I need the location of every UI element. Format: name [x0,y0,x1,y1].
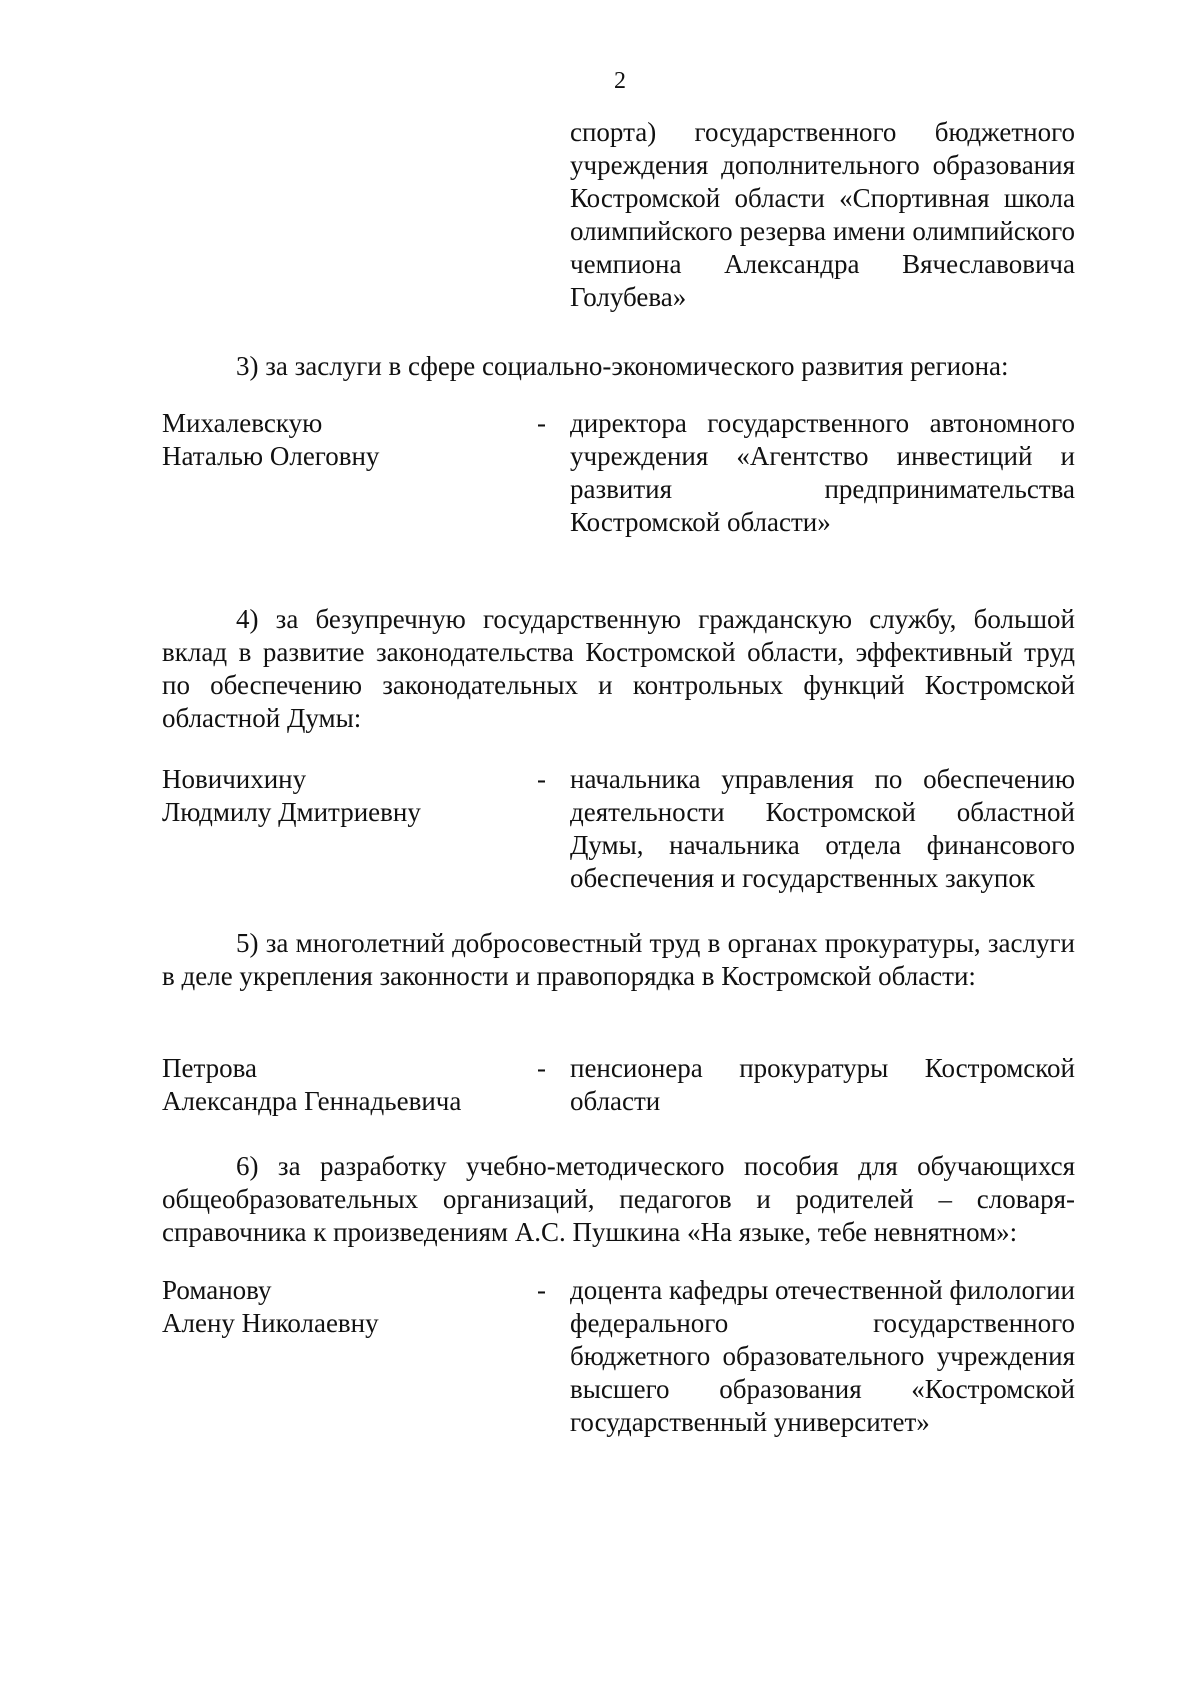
awardee-surname: Петрова [162,1053,257,1083]
entry-dash: - [537,764,546,794]
awardee-name [162,407,522,473]
entry-dash: - [537,408,546,438]
awardee-position: пенсионера прокуратуры Костромской области [570,1053,1075,1116]
section-5-heading: 5) за многолетний добросовестный труд в органах прокуратуры, заслуги в деле укрепления законности и правопорядка в Костромской области: [162,928,1075,991]
entry-dash: - [537,1053,546,1083]
continuation-text: спорта) государственного бюджетного учреждения дополнительного образования Костромской области «Спортивная школа олимпийского резерва имени олимпийского чемпиона Александра Вячеславовича Голубева» [570,117,1075,312]
awardee-given-names: Людмилу Дмитриевну [162,797,421,827]
awardee-name [162,763,522,829]
section-3-heading: 3) за заслуги в сфере социально-экономического развития региона: [236,351,1009,381]
awardee-surname: Новичихину [162,764,307,794]
awardee-name [162,1052,522,1118]
awardee-position: начальника управления по обеспечению деятельности Костромской областной Думы, начальника отдела финансового обеспечения и государственных закупок [570,764,1075,893]
awardee-surname: Романову [162,1275,272,1305]
awardee-given-names: Наталью Олеговну [162,441,380,471]
awardee-position: директора государственного автономного учреждения «Агентство инвестиций и развития предпринимательства Костромской области» [570,408,1075,537]
section-6-heading: 6) за разработку учебно-методического пособия для обучающихся общеобразовательных организаций, педагогов и родителей – словаря-справочника к произведениям А.С. Пушкина «На языке, тебе невнятном»: [162,1151,1075,1247]
awardee-surname: Михалевскую [162,408,323,438]
awardee-position: доцента кафедры отечественной филологии федерального государственного бюджетного образовательного учреждения высшего образования «Костромской государственный университет» [570,1275,1075,1437]
page-number: 2 [614,68,626,94]
awardee-name [162,1274,522,1340]
awardee-given-names: Алену Николаевну [162,1308,379,1338]
awardee-given-names: Александра Геннадьевича [162,1086,462,1116]
section-4-heading: 4) за безупречную государственную гражданскую службу, большой вклад в развитие законодательства Костромской области, эффективный труд по обеспечению законодательных и контрольных функций Костромской областной Думы: [162,604,1075,733]
entry-dash: - [537,1275,546,1305]
